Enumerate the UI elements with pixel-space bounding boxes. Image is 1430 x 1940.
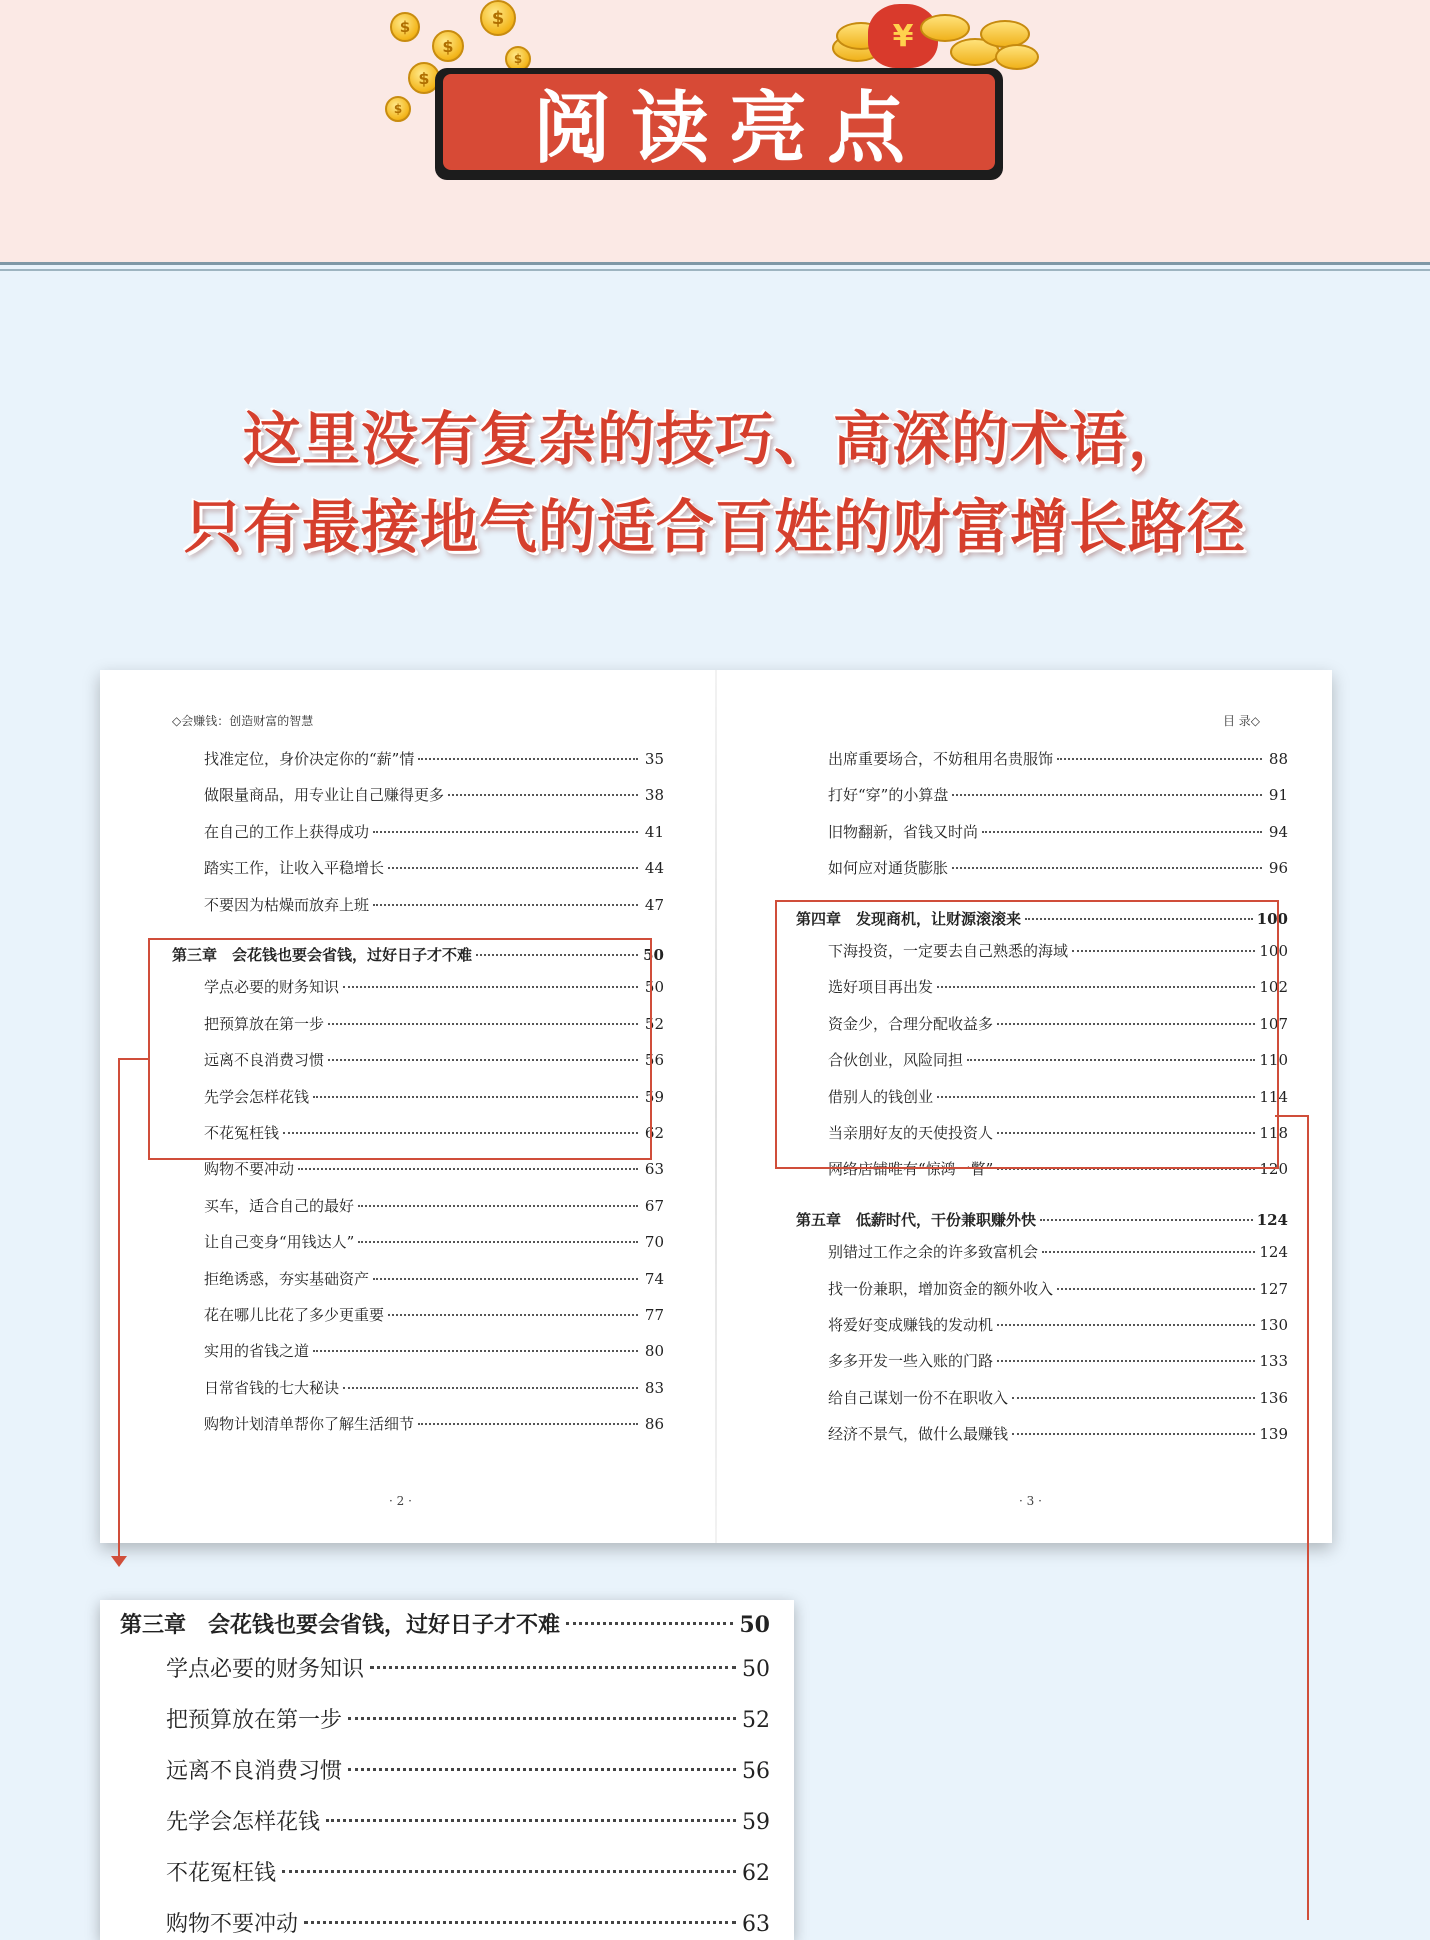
- book-spread: [100, 670, 1332, 1543]
- toc-entry-page: 52: [742, 1708, 770, 1733]
- toc-entry-page: 35: [644, 750, 664, 768]
- toc-entry-page: 59: [644, 1087, 664, 1106]
- toc-entry: [204, 1413, 664, 1435]
- toc-entry-page: 86: [644, 1415, 664, 1434]
- toc-dot-leader: [997, 1324, 1255, 1326]
- toc-entry-page: 74: [644, 1269, 664, 1288]
- dollar-coin-icon: $: [505, 46, 531, 72]
- dollar-coin-icon: $: [390, 12, 420, 42]
- toc-entry-page: 38: [644, 786, 664, 805]
- toc-entry-page: 102: [1259, 978, 1288, 997]
- toc-entry: [204, 894, 664, 916]
- toc-entry-title: 远离不良消费习惯: [204, 1051, 325, 1070]
- toc-chapter-heading: [796, 1209, 1288, 1231]
- toc-entry-title: 把预算放在第一步: [204, 1014, 325, 1033]
- toc-entry-page: 63: [644, 1160, 664, 1179]
- toc-chapter-heading: [120, 1608, 770, 1642]
- toc-dot-leader: [373, 831, 638, 833]
- toc-entry-page: 127: [1259, 1279, 1288, 1298]
- toc-dot-leader: [997, 1360, 1255, 1362]
- toc-entry-title: 学点必要的财务知识: [166, 1657, 365, 1682]
- toc-entry-page: 56: [742, 1759, 770, 1784]
- headline-line-1: 这里没有复杂的技巧、高深的术语，: [242, 405, 1187, 473]
- toc-entry: [204, 1377, 664, 1399]
- toc-entry-title: 找准定位，身价决定你的“薪”情: [204, 750, 415, 768]
- toc-entry: [204, 1268, 664, 1290]
- toc-entry-page: 88: [1268, 750, 1288, 768]
- toc-entry-page: 120: [1259, 1160, 1288, 1179]
- toc-entry-title: 选好项目再出发: [828, 978, 934, 997]
- toc-entry-title: 做限量商品，用专业让自己赚得更多: [204, 786, 445, 805]
- toc-entry: [204, 1158, 664, 1180]
- toc-entry-title: 先学会怎样花钱: [166, 1810, 321, 1835]
- toc-dot-leader: [370, 1666, 736, 1669]
- highlight-box-chapter-4: [775, 900, 1279, 1169]
- toc-entry-page: 63: [742, 1912, 770, 1937]
- toc-entry-page: 110: [1259, 1051, 1288, 1070]
- toc-entry-page: 83: [644, 1378, 664, 1397]
- toc-entry-title: 如何应对通货膨胀: [828, 859, 949, 878]
- toc-dot-leader: [358, 1241, 638, 1243]
- coin-stack-icon: [995, 44, 1039, 70]
- connector-arrow-icon: [111, 1556, 127, 1567]
- toc-entry: [828, 857, 1288, 879]
- toc-entry: [204, 784, 664, 806]
- toc-entry-title: 第五章 低薪时代，干份兼职赚外快: [796, 1210, 1037, 1229]
- toc-dot-leader: [298, 1168, 638, 1170]
- toc-dot-leader: [348, 1768, 736, 1771]
- toc-entry-title: 花在哪儿比花了多少更重要: [204, 1306, 385, 1324]
- toc-dot-leader: [566, 1622, 733, 1625]
- right-page-number: · 3 ·: [1019, 1494, 1042, 1508]
- toc-entry-page: 100: [1256, 909, 1288, 928]
- connector-line-right-vertical: [1307, 1115, 1309, 1920]
- top-banner: [0, 0, 1430, 265]
- toc-dot-leader: [982, 831, 1262, 833]
- toc-dot-leader: [1042, 1251, 1255, 1253]
- toc-entry: [166, 1908, 770, 1940]
- dollar-coin-icon: $: [385, 96, 411, 122]
- toc-entry: [166, 1755, 770, 1789]
- toc-entry-page: 47: [644, 895, 664, 914]
- money-bag-icon: ¥: [868, 4, 938, 68]
- toc-entry: [828, 1241, 1288, 1263]
- toc-entry: [204, 1304, 664, 1326]
- banner-title: 阅读亮点: [532, 83, 925, 174]
- toc-entry-page: 94: [1268, 822, 1288, 841]
- toc-entry-page: 130: [1259, 1316, 1288, 1334]
- toc-entry-title: 在自己的工作上获得成功: [204, 822, 370, 841]
- toc-dot-leader: [1012, 1397, 1255, 1399]
- toc-dot-leader: [418, 1423, 638, 1425]
- headline-line-2: 只有最接地气的适合百姓的财富增长路径: [183, 493, 1246, 561]
- toc-entry-title: 出席重要场合，不妨租用名贵服饰: [828, 750, 1054, 768]
- toc-dot-leader: [313, 1350, 638, 1352]
- toc-dot-leader: [348, 1717, 736, 1720]
- toc-entry: [828, 1423, 1288, 1445]
- toc-entry-title: 把预算放在第一步: [166, 1708, 343, 1733]
- toc-dot-leader: [388, 867, 638, 869]
- toc-dot-leader: [1012, 1433, 1255, 1435]
- toc-dot-leader: [952, 794, 1262, 796]
- toc-entry-title: 多多开发一些入账的门路: [828, 1352, 994, 1371]
- banner-title-box: [435, 68, 1003, 180]
- toc-entry: [166, 1704, 770, 1738]
- toc-entry: [828, 748, 1288, 770]
- toc-entry: [204, 748, 664, 770]
- toc-entry: [204, 1231, 664, 1253]
- toc-entry-page: 50: [644, 978, 664, 997]
- toc-entry: [828, 821, 1288, 843]
- toc-entry-page: 77: [644, 1306, 664, 1324]
- toc-entry-page: 67: [644, 1196, 664, 1215]
- toc-entry-title: 购物不要冲动: [166, 1912, 299, 1937]
- toc-entry: [828, 1314, 1288, 1336]
- toc-entry-page: 80: [644, 1342, 664, 1361]
- toc-entry-page: 118: [1259, 1124, 1288, 1142]
- right-running-header: 目 录◇: [1222, 714, 1260, 728]
- connector-line-left-vertical: [118, 1058, 120, 1562]
- toc-entry-page: 59: [742, 1810, 770, 1835]
- toc-entry: [828, 784, 1288, 806]
- toc-entry: [204, 1340, 664, 1362]
- toc-dot-leader: [358, 1205, 638, 1207]
- toc-entry-page: 139: [1259, 1425, 1288, 1444]
- toc-dot-leader: [1057, 758, 1262, 760]
- toc-entry: [166, 1806, 770, 1840]
- toc-entry-page: 50: [643, 946, 664, 964]
- toc-entry-title: 网络店铺唯有“惊鸿一瞥”: [828, 1160, 994, 1179]
- toc-entry: [828, 1387, 1288, 1409]
- toc-entry-title: 购物计划清单帮你了解生活细节: [204, 1415, 415, 1434]
- zoomed-toc-detail: [100, 1600, 794, 1940]
- toc-entry-page: 62: [742, 1861, 770, 1886]
- toc-entry-page: 44: [644, 859, 664, 878]
- toc-entry-title: 购物不要冲动: [204, 1160, 295, 1179]
- toc-entry-title: 第三章 会花钱也要会省钱，过好日子才不难: [172, 946, 473, 964]
- toc-entry-title: 让自己变身“用钱达人”: [204, 1233, 355, 1252]
- toc-dot-leader: [282, 1870, 736, 1873]
- toc-entry-title: 找一份兼职，增加资金的额外收入: [828, 1279, 1054, 1298]
- dollar-coin-icon: $: [432, 30, 464, 62]
- toc-entry: [166, 1857, 770, 1891]
- toc-entry-title: 第三章 会花钱也要会省钱，过好日子才不难: [120, 1612, 561, 1638]
- toc-dot-leader: [1057, 1288, 1255, 1290]
- toc-entry-title: 将爱好变成赚钱的发动机: [828, 1316, 994, 1334]
- toc-entry-page: 91: [1268, 786, 1288, 805]
- toc-entry-title: 资金少，合理分配收益多: [828, 1014, 994, 1033]
- toc-entry: [204, 821, 664, 843]
- dollar-coin-icon: $: [480, 0, 516, 36]
- toc-entry-page: 41: [644, 822, 664, 841]
- toc-entry-title: 远离不良消费习惯: [166, 1759, 343, 1784]
- toc-entry-title: 不花冤枉钱: [204, 1124, 280, 1142]
- connector-line-left-horizontal: [118, 1058, 150, 1060]
- toc-dot-leader: [304, 1921, 736, 1924]
- toc-entry-page: 107: [1259, 1014, 1288, 1033]
- toc-entry-page: 56: [644, 1051, 664, 1070]
- connector-line-right-horizontal: [1275, 1115, 1309, 1117]
- toc-entry-page: 50: [739, 1612, 770, 1638]
- toc-dot-leader: [448, 794, 638, 796]
- toc-entry-page: 114: [1259, 1087, 1288, 1106]
- toc-entry-title: 借别人的钱创业: [828, 1087, 934, 1106]
- toc-entry-page: 124: [1259, 1243, 1288, 1262]
- toc-entry-title: 旧物翻新，省钱又时尚: [828, 822, 979, 841]
- toc-entry-title: 实用的省钱之道: [204, 1342, 310, 1361]
- toc-entry-page: 100: [1259, 942, 1288, 960]
- dollar-coin-icon: $: [408, 62, 440, 94]
- toc-entry-page: 52: [644, 1014, 664, 1033]
- toc-entry: [828, 1350, 1288, 1372]
- toc-entry-title: 给自己谋划一份不在职收入: [828, 1388, 1009, 1407]
- toc-entry-title: 学点必要的财务知识: [204, 978, 340, 997]
- toc-entry-title: 当亲朋好友的天使投资人: [828, 1124, 994, 1142]
- toc-entry-page: 50: [742, 1657, 770, 1682]
- toc-entry-page: 96: [1268, 859, 1288, 878]
- toc-entry-title: 别错过工作之余的许多致富机会: [828, 1243, 1039, 1262]
- toc-dot-leader: [952, 867, 1262, 869]
- toc-entry-page: 133: [1259, 1352, 1288, 1371]
- left-running-header: ◇会赚钱：创造财富的智慧: [172, 714, 314, 728]
- toc-entry-title: 打好“穿”的小算盘: [828, 786, 949, 805]
- toc-entry: [204, 1195, 664, 1217]
- toc-dot-leader: [373, 904, 638, 906]
- toc-entry-title: 不要因为枯燥而放弃上班: [204, 895, 370, 914]
- toc-dot-leader: [418, 758, 638, 760]
- toc-entry: [828, 1278, 1288, 1300]
- toc-entry-title: 踏实工作，让收入平稳增长: [204, 859, 385, 878]
- toc-entry-title: 合伙创业，风险同担: [828, 1051, 964, 1070]
- highlight-box-chapter-3: [148, 938, 652, 1160]
- toc-entry-page: 70: [644, 1233, 664, 1252]
- toc-entry-title: 买车，适合自己的最好: [204, 1196, 355, 1215]
- toc-entry-page: 136: [1259, 1388, 1288, 1407]
- toc-entry-title: 下海投资，一定要去自己熟悉的海域: [828, 942, 1069, 960]
- toc-dot-leader: [1040, 1219, 1253, 1221]
- toc-dot-leader: [373, 1278, 638, 1280]
- toc-entry-page: 124: [1256, 1210, 1288, 1229]
- toc-entry-page: 62: [644, 1124, 664, 1142]
- toc-dot-leader: [343, 1387, 638, 1389]
- toc-dot-leader: [326, 1819, 736, 1822]
- left-page-number: · 2 ·: [389, 1494, 412, 1508]
- toc-entry-title: 日常省钱的七大秘诀: [204, 1378, 340, 1397]
- toc-dot-leader: [388, 1314, 638, 1316]
- toc-entry-title: 经济不景气，做什么最赚钱: [828, 1425, 1009, 1444]
- toc-entry-title: 拒绝诱惑，夯实基础资产: [204, 1269, 370, 1288]
- toc-entry-title: 先学会怎样花钱: [204, 1087, 310, 1106]
- toc-entry-title: 不花冤枉钱: [166, 1861, 277, 1886]
- toc-entry: [204, 857, 664, 879]
- coin-stack-icon: [920, 14, 970, 42]
- toc-entry: [166, 1653, 770, 1687]
- toc-entry-title: 第四章 发现商机，让财源滚滚来: [796, 909, 1022, 928]
